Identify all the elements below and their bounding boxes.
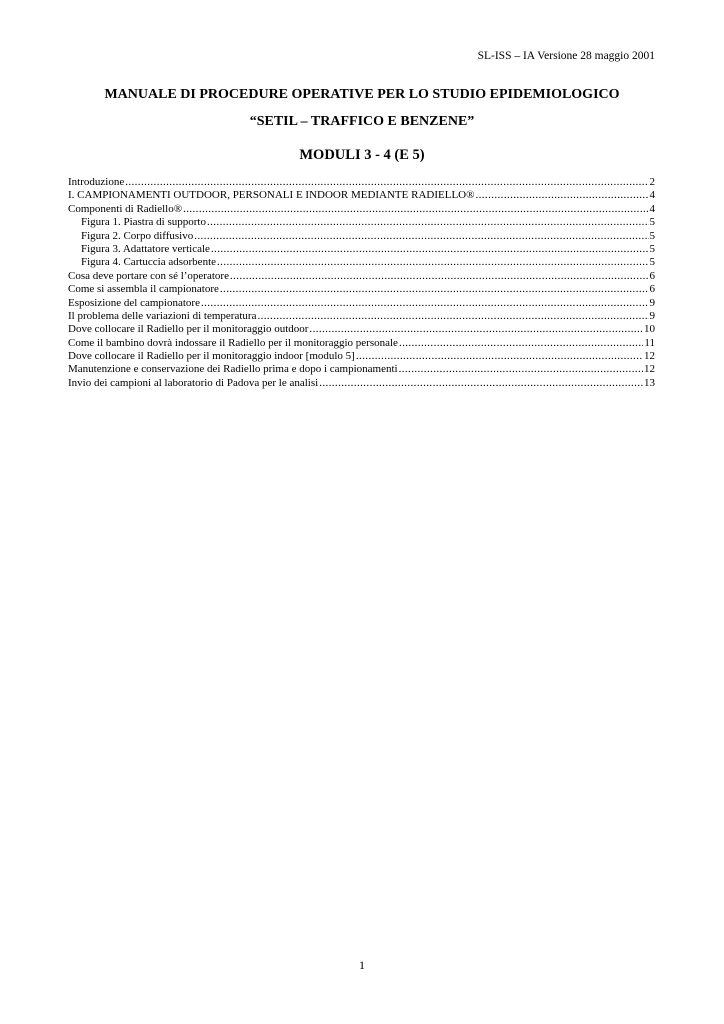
toc-entry[interactable] — [68, 256, 655, 269]
toc-entry[interactable] — [68, 283, 655, 296]
toc-dot-leader — [257, 310, 648, 323]
toc-entry-page: 9 — [649, 296, 655, 309]
toc-dot-leader — [220, 283, 649, 296]
document-subtitle: “SETIL – TRAFFICO E BENZENE” — [249, 114, 475, 129]
toc-entry[interactable] — [68, 216, 655, 229]
toc-dot-leader — [217, 256, 648, 269]
toc-entry[interactable] — [68, 270, 655, 283]
toc-dot-leader — [183, 203, 648, 216]
toc-entry-page: 5 — [649, 216, 655, 229]
toc-entry-label: Manutenzione e conservazione dei Radiello prima e dopo i campionamenti — [68, 363, 398, 376]
toc-entry[interactable] — [68, 189, 655, 202]
toc-dot-leader — [230, 270, 649, 283]
document-reference: SL-ISS – IA Versione 28 maggio 2001 — [477, 50, 655, 62]
toc-dot-leader — [356, 350, 643, 363]
toc-entry-label: Esposizione del campionatore — [68, 296, 200, 309]
toc-entry-label: Figura 3. Adattatore verticale — [81, 242, 210, 255]
toc-entry-page: 10 — [644, 323, 655, 336]
toc-entry-label: Figura 4. Cartuccia adsorbente — [81, 256, 217, 269]
toc-dot-leader — [399, 363, 643, 376]
toc-entry[interactable] — [68, 176, 655, 189]
toc-entry-label: Figura 2. Corpo diffusivo — [81, 229, 194, 242]
toc-entry-page: 2 — [649, 176, 655, 188]
document-title: MANUALE DI PROCEDURE OPERATIVE PER LO STUDIO EPIDEMIOLOGICO — [104, 87, 620, 102]
toc-dot-leader — [207, 216, 649, 229]
toc-entry-page: 13 — [644, 376, 655, 389]
toc-dot-leader — [211, 243, 649, 256]
toc-entry[interactable] — [68, 203, 655, 216]
toc-dot-leader — [475, 189, 648, 202]
toc-dot-leader — [319, 377, 643, 390]
toc-dot-leader — [201, 297, 649, 310]
toc-entry-page: 5 — [649, 229, 655, 242]
toc-entry[interactable] — [68, 230, 655, 243]
toc-entry-label: Dove collocare il Radiello per il monitoraggio outdoor — [68, 323, 309, 336]
toc-entry-page: 12 — [644, 350, 655, 363]
toc-entry-page: 9 — [649, 309, 655, 322]
page-number: 1 — [359, 958, 365, 972]
toc-entry[interactable] — [68, 310, 655, 323]
toc-entry-label: Come il bambino dovrà indossare il Radiello per il monitoraggio personale — [68, 336, 398, 349]
table-of-contents — [68, 176, 655, 390]
toc-entry-page: 4 — [649, 189, 655, 202]
toc-entry-label: Invio dei campioni al laboratorio di Padova per le analisi — [68, 376, 319, 389]
toc-dot-leader — [194, 230, 648, 243]
toc-entry-label: I. CAMPIONAMENTI OUTDOOR, PERSONALI E INDOOR MEDIANTE RADIELLO® — [68, 189, 475, 202]
toc-entry-label: Figura 1. Piastra di supporto — [81, 216, 206, 229]
toc-entry[interactable] — [68, 337, 655, 350]
toc-entry[interactable] — [68, 377, 655, 390]
toc-entry-label: Dove collocare il Radiello per il monitoraggio indoor [modulo 5] — [68, 350, 355, 363]
toc-entry[interactable] — [68, 243, 655, 256]
toc-entry-label: Componenti di Radiello® — [68, 202, 183, 215]
toc-dot-leader — [125, 176, 648, 189]
toc-entry-page: 12 — [644, 363, 655, 376]
toc-entry-label: Il problema delle variazioni di temperatura — [68, 309, 257, 322]
modules-heading: MODULI 3 - 4 (E 5) — [299, 147, 425, 163]
toc-dot-leader — [309, 323, 643, 336]
toc-entry[interactable] — [68, 350, 655, 363]
toc-entry-page: 11 — [644, 336, 655, 349]
toc-entry-label: Cosa deve portare con sé l’operatore — [68, 269, 229, 282]
toc-entry-label: Come si assembla il campionatore — [68, 283, 219, 296]
toc-entry-label: Introduzione — [68, 176, 125, 188]
toc-entry-page: 4 — [649, 202, 655, 215]
toc-entry-page: 5 — [649, 256, 655, 269]
toc-entry-page: 5 — [649, 242, 655, 255]
toc-entry-page: 6 — [649, 283, 655, 296]
toc-entry[interactable] — [68, 297, 655, 310]
toc-entry[interactable] — [68, 363, 655, 376]
toc-entry[interactable] — [68, 323, 655, 336]
toc-entry-page: 6 — [649, 269, 655, 282]
toc-dot-leader — [399, 337, 643, 350]
